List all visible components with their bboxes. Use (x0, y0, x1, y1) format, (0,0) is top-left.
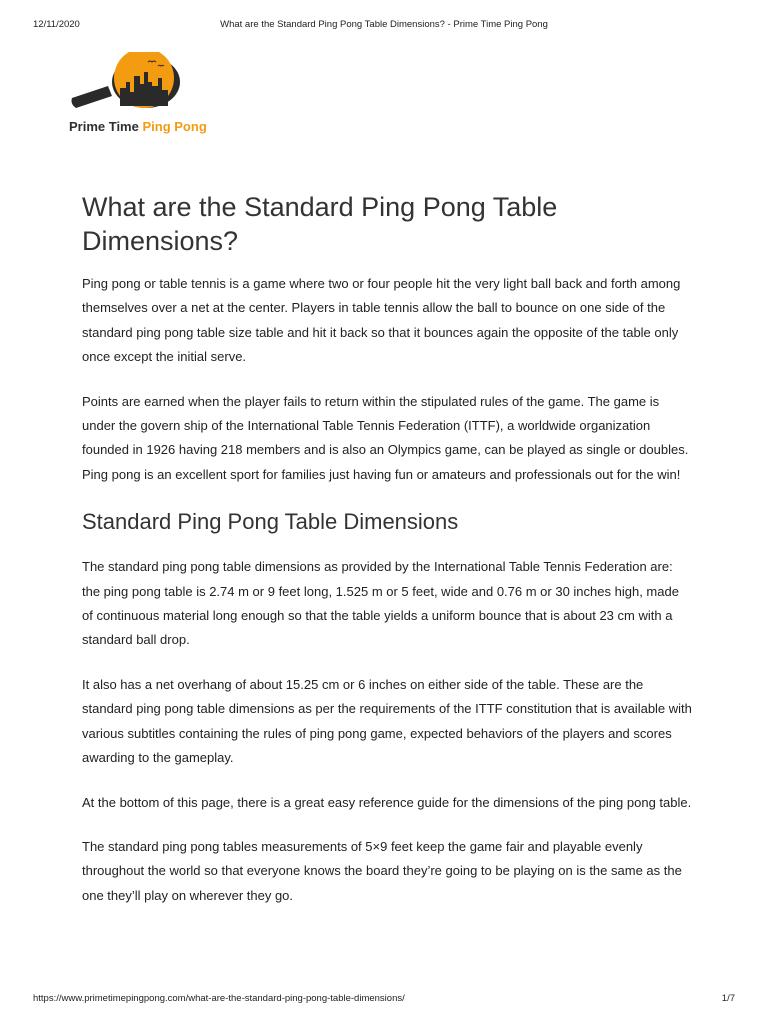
logo-word-ping-pong: Ping Pong (142, 119, 207, 134)
logo-word-prime-time: Prime Time (69, 119, 139, 134)
paddle-skyline-logo-icon (68, 52, 208, 118)
section-heading: Standard Ping Pong Table Dimensions (82, 509, 459, 535)
section-paragraph: The standard ping pong tables measurements of 5×9 feet keep the game fair and playable evenly throughout the world so that everyone knows the board they’re going to be playing on is the same as the one they’ll play on wherever they go. (82, 838, 682, 903)
intro-section (82, 272, 692, 487)
article-body (82, 190, 692, 928)
intro-paragraph: Ping pong or table tennis is a game where two or four people hit the very light ball back and forth among themselves over a net at the center. Players in table tennis allow the ball to bounce on one side of the standard ping pong table size table and hit it back so that it bounces again the opposite of the table only once except the initial serve. (82, 276, 681, 365)
print-page-title: What are the Standard Ping Pong Table Dimensions? - Prime Time Ping Pong (220, 19, 548, 30)
section-paragraph: It also has a net overhang of about 15.25 cm or 6 inches on either side of the table. These are the standard ping pong table dimensions as per the requirements of the ITTF constitution that is available with various subtitles containing the rules of ping pong game, expected behaviors of the players and scores awarding to the gameplay. (82, 676, 692, 766)
section-paragraph: At the bottom of this page, there is a great easy reference guide for the dimensions of the ping pong table. (82, 794, 692, 810)
print-footer (0, 993, 768, 1007)
print-date: 12/11/2020 (33, 19, 80, 30)
intro-paragraph: Points are earned when the player fails to return within the stipulated rules of the game. The game is under the govern ship of the International Table Tennis Federation (ITTF), a worldwide organization founded in 1926 having 218 members and is also an Olympics game, can be played as single or doubles. Ping pong is an excellent sport for families just having fun or amateurs and professionals out for the win! (82, 393, 689, 482)
site-logo[interactable] (68, 52, 208, 142)
print-header (0, 19, 768, 33)
section-paragraph: The standard ping pong table dimensions as provided by the International Table Tennis Federation are: the ping pong table is 2.74 m or 9 feet long, 1.525 m or 5 feet, wide and 0.76 m or 30 inches high, made of continuous material long enough so that the table yields a uniform bounce that is about 23 cm with a standard ball drop. (82, 559, 679, 648)
article-title: What are the Standard Ping Pong Table Dimensions? (82, 192, 558, 256)
print-url: https://www.primetimepingpong.com/what-are-the-standard-ping-pong-table-dimensions/ (33, 993, 405, 1004)
page-number: 1/7 (721, 993, 735, 1004)
logo-wordmark (69, 119, 207, 134)
